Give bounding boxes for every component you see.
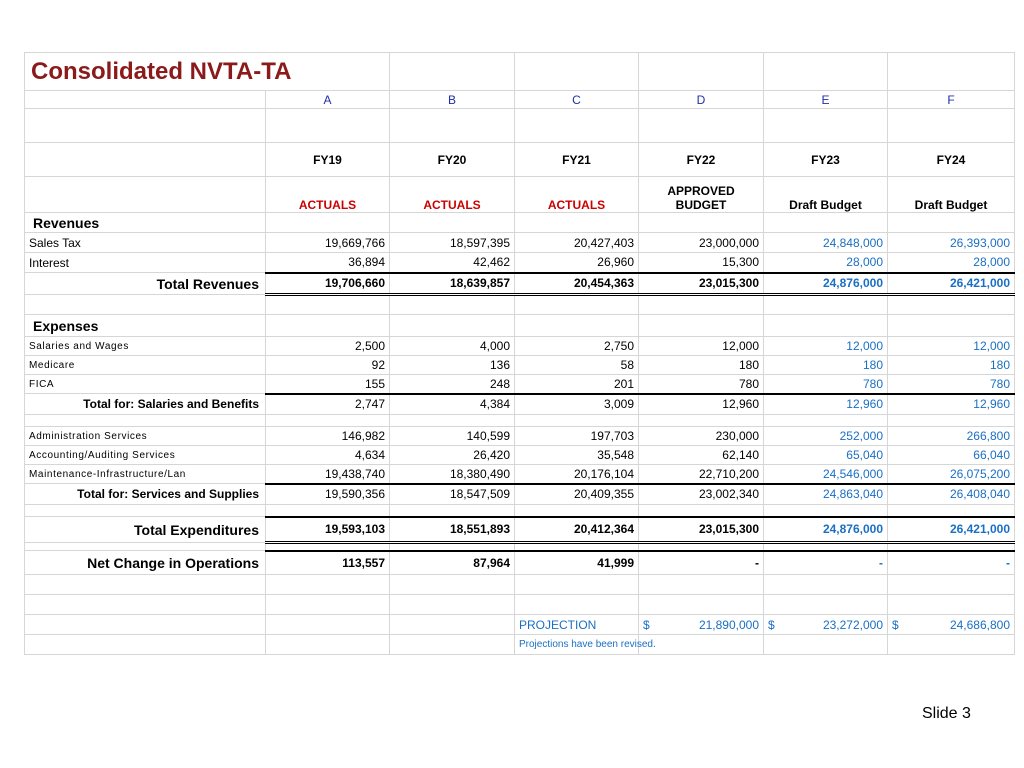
revenue-row-value: 26,960 <box>515 253 639 273</box>
net-change-row <box>25 551 1015 575</box>
expense-row-value: 62,140 <box>639 446 764 465</box>
projection-row <box>25 615 1015 635</box>
expense-row-value: 2,750 <box>515 337 639 356</box>
services-total-row <box>25 484 1015 505</box>
expense-row-label: Administration Services <box>25 427 266 446</box>
salaries-total-row-label: Total for: Salaries and Benefits <box>25 394 266 415</box>
budget-spreadsheet <box>24 52 1014 655</box>
services-total-row-label: Total for: Services and Supplies <box>25 484 266 505</box>
expense-row-value: 266,800 <box>888 427 1015 446</box>
column-letter: B <box>390 91 515 109</box>
column-letter: C <box>515 91 639 109</box>
net-change-row-value: - <box>888 551 1015 575</box>
revenue-row-value: 15,300 <box>639 253 764 273</box>
salaries-total-row <box>25 394 1015 415</box>
expense-row-value: 180 <box>764 356 888 375</box>
net-change-row-value: 87,964 <box>390 551 515 575</box>
page-title: Consolidated NVTA-TA <box>25 53 390 91</box>
expense-row-value: 197,703 <box>515 427 639 446</box>
expense-row-value: 12,000 <box>764 337 888 356</box>
expense-row-value: 20,176,104 <box>515 465 639 484</box>
expense-row-value: 12,000 <box>639 337 764 356</box>
section-heading-row <box>25 213 1015 233</box>
expense-row-value: 92 <box>266 356 390 375</box>
salaries-total-row-value: 12,960 <box>888 394 1015 415</box>
projection-note-row <box>25 635 1015 655</box>
total-revenues-row-label: Total Revenues <box>25 273 266 295</box>
expense-row <box>25 356 1015 375</box>
total-revenues-row-value: 19,706,660 <box>266 273 390 295</box>
revenue-row-value: 23,000,000 <box>639 233 764 253</box>
spacer-row <box>25 109 1015 143</box>
expense-row <box>25 337 1015 356</box>
total-expenditures-row-value: 26,421,000 <box>888 517 1015 543</box>
revenue-row-value: 20,427,403 <box>515 233 639 253</box>
column-letter: A <box>266 91 390 109</box>
expense-row-value: 4,000 <box>390 337 515 356</box>
status-label-line1: APPROVED <box>667 184 735 198</box>
expense-row-value: 58 <box>515 356 639 375</box>
status-label: Draft Budget <box>914 198 988 212</box>
revenue-row-label: Interest <box>25 253 266 273</box>
status-label: ACTUALS <box>547 198 606 212</box>
fiscal-year-row <box>25 143 1015 177</box>
expense-row-value: 26,075,200 <box>888 465 1015 484</box>
expense-row-value: 18,380,490 <box>390 465 515 484</box>
slide-number: Slide 3 <box>922 705 971 722</box>
projection-value: 24,686,800 <box>949 617 1010 632</box>
status-header <box>764 177 888 213</box>
status-header <box>888 177 1015 213</box>
status-label: BUDGET <box>675 198 727 212</box>
expense-row-value: 24,546,000 <box>764 465 888 484</box>
title-row <box>25 53 1015 91</box>
salaries-total-row-value: 2,747 <box>266 394 390 415</box>
expense-row-value: 136 <box>390 356 515 375</box>
total-expenditures-row-value: 18,551,893 <box>390 517 515 543</box>
expense-row-value: 2,500 <box>266 337 390 356</box>
revenue-row-value: 18,597,395 <box>390 233 515 253</box>
currency-symbol: $ <box>643 617 650 632</box>
expense-row-label: Medicare <box>25 356 266 375</box>
services-total-row-value: 26,408,040 <box>888 484 1015 505</box>
services-total-row-value: 20,409,355 <box>515 484 639 505</box>
expense-row-value: 140,599 <box>390 427 515 446</box>
expenses-heading: Expenses <box>25 315 266 337</box>
revenue-row-value: 19,669,766 <box>266 233 390 253</box>
spacer-row <box>25 575 1015 595</box>
net-change-row-value: 113,557 <box>266 551 390 575</box>
salaries-total-row-value: 12,960 <box>639 394 764 415</box>
services-total-row-value: 19,590,356 <box>266 484 390 505</box>
status-row <box>25 177 1015 213</box>
section-heading-row <box>25 315 1015 337</box>
expense-row-value: 35,548 <box>515 446 639 465</box>
salaries-total-row-value: 4,384 <box>390 394 515 415</box>
projection-label: PROJECTION <box>515 615 639 635</box>
expense-row-value: 201 <box>515 375 639 394</box>
status-header <box>639 177 764 213</box>
projection-value: 23,272,000 <box>822 617 883 632</box>
expense-row-label: Maintenance-Infrastructure/Lan <box>25 465 266 484</box>
expense-row-value: 19,438,740 <box>266 465 390 484</box>
expense-row <box>25 465 1015 484</box>
total-revenues-row-value: 23,015,300 <box>639 273 764 295</box>
spacer-row <box>25 295 1015 315</box>
expense-row <box>25 446 1015 465</box>
total-revenues-row-value: 20,454,363 <box>515 273 639 295</box>
expense-row-value: 66,040 <box>888 446 1015 465</box>
status-header <box>266 177 390 213</box>
fiscal-year-header: FY21 <box>515 143 639 177</box>
projection-value: 21,890,000 <box>698 617 759 632</box>
expense-row-label: Salaries and Wages <box>25 337 266 356</box>
revenue-row-value: 24,848,000 <box>764 233 888 253</box>
fiscal-year-header: FY23 <box>764 143 888 177</box>
fiscal-year-header: FY19 <box>266 143 390 177</box>
services-total-row-value: 24,863,040 <box>764 484 888 505</box>
expense-row-value: 22,710,200 <box>639 465 764 484</box>
expense-row-value: 155 <box>266 375 390 394</box>
projection-cell <box>639 615 764 635</box>
revenue-row-value: 28,000 <box>764 253 888 273</box>
fiscal-year-header: FY20 <box>390 143 515 177</box>
revenue-row-value: 28,000 <box>888 253 1015 273</box>
services-total-row-value: 23,002,340 <box>639 484 764 505</box>
revenue-row <box>25 233 1015 253</box>
status-header <box>390 177 515 213</box>
column-letter-row <box>25 91 1015 109</box>
expense-row-label: Accounting/Auditing Services <box>25 446 266 465</box>
expense-row-label: FICA <box>25 375 266 394</box>
expense-row-value: 4,634 <box>266 446 390 465</box>
status-header <box>515 177 639 213</box>
expense-row-value: 65,040 <box>764 446 888 465</box>
expense-row-value: 248 <box>390 375 515 394</box>
spacer-row <box>25 543 1015 551</box>
net-change-row-value: 41,999 <box>515 551 639 575</box>
salaries-total-row-value: 12,960 <box>764 394 888 415</box>
expense-row-value: 780 <box>764 375 888 394</box>
total-expenditures-row-label: Total Expenditures <box>25 517 266 543</box>
total-revenues-row-value: 26,421,000 <box>888 273 1015 295</box>
status-label: ACTUALS <box>298 198 357 212</box>
total-expenditures-row-value: 23,015,300 <box>639 517 764 543</box>
column-letter: F <box>888 91 1015 109</box>
fiscal-year-header: FY24 <box>888 143 1015 177</box>
spacer-row <box>25 505 1015 517</box>
budget-table <box>24 52 1015 655</box>
expense-row-value: 180 <box>639 356 764 375</box>
status-label: ACTUALS <box>423 198 481 212</box>
expense-row-value: 146,982 <box>266 427 390 446</box>
net-change-row-value: - <box>764 551 888 575</box>
salaries-total-row-value: 3,009 <box>515 394 639 415</box>
net-change-row-label: Net Change in Operations <box>25 551 266 575</box>
fiscal-year-header: FY22 <box>639 143 764 177</box>
services-total-row-value: 18,547,509 <box>390 484 515 505</box>
status-label: Draft Budget <box>789 198 862 212</box>
total-revenues-row-value: 24,876,000 <box>764 273 888 295</box>
expense-row-value: 252,000 <box>764 427 888 446</box>
spacer-row <box>25 595 1015 615</box>
currency-symbol: $ <box>768 617 775 632</box>
column-letter: E <box>764 91 888 109</box>
revenue-row-value: 36,894 <box>266 253 390 273</box>
total-revenues-row-value: 18,639,857 <box>390 273 515 295</box>
revenue-row <box>25 253 1015 273</box>
expense-row-value: 180 <box>888 356 1015 375</box>
total-expenditures-row-value: 24,876,000 <box>764 517 888 543</box>
revenue-row-value: 42,462 <box>390 253 515 273</box>
total-revenues-row <box>25 273 1015 295</box>
expense-row-value: 230,000 <box>639 427 764 446</box>
expense-row-value: 26,420 <box>390 446 515 465</box>
expense-row <box>25 427 1015 446</box>
total-expenditures-row <box>25 517 1015 543</box>
projection-cell <box>888 615 1015 635</box>
revenues-heading: Revenues <box>25 213 266 233</box>
net-change-row-value: - <box>639 551 764 575</box>
revenue-row-value: 26,393,000 <box>888 233 1015 253</box>
projection-cell <box>764 615 888 635</box>
currency-symbol: $ <box>892 617 899 632</box>
projection-note: Projections have been revised. <box>515 635 639 655</box>
total-expenditures-row-value: 20,412,364 <box>515 517 639 543</box>
revenue-row-label: Sales Tax <box>25 233 266 253</box>
total-expenditures-row-value: 19,593,103 <box>266 517 390 543</box>
expense-row-value: 780 <box>639 375 764 394</box>
column-letter: D <box>639 91 764 109</box>
expense-row-value: 12,000 <box>888 337 1015 356</box>
expense-row-value: 780 <box>888 375 1015 394</box>
expense-row <box>25 375 1015 394</box>
spacer-row <box>25 415 1015 427</box>
